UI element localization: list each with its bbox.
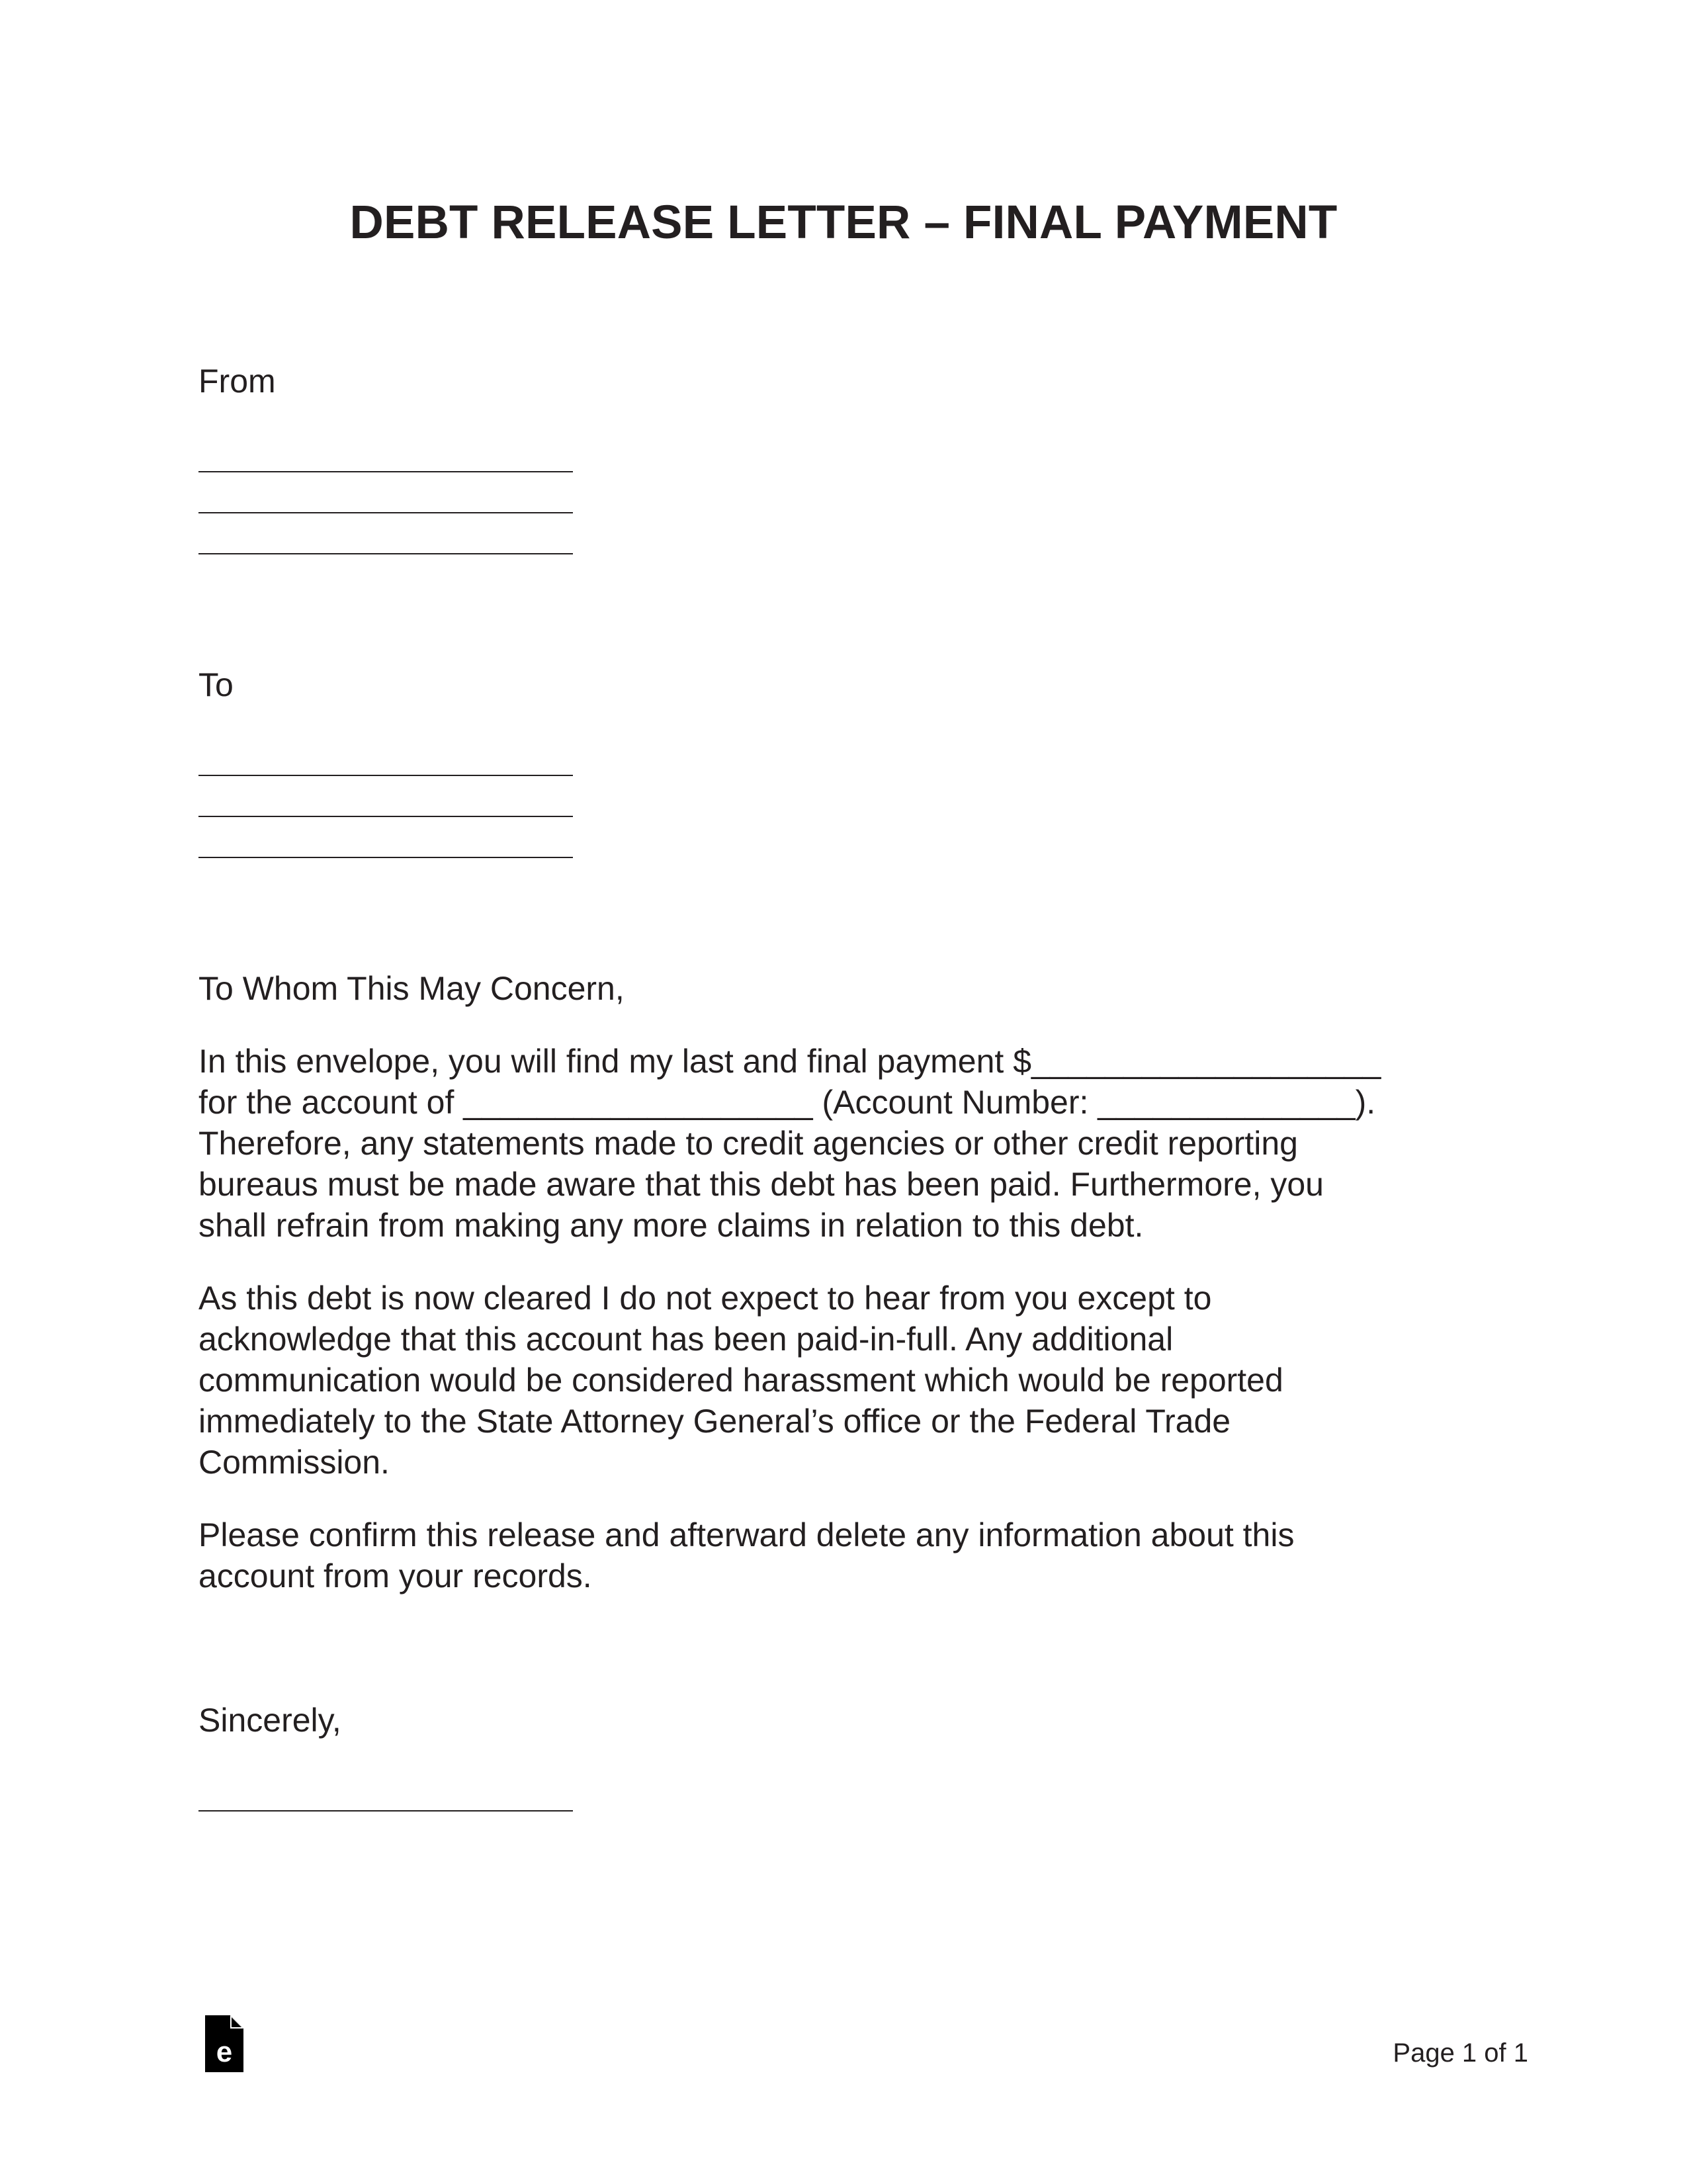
paragraph-line: bureaus must be made aware that this debt has been paid. Furthermore, you [198, 1166, 1324, 1203]
paragraph-line: immediately to the State Attorney General’s office or the Federal Trade [198, 1403, 1231, 1440]
paragraph-line: for the account of ___________________ (Account Number: ______________). [198, 1084, 1376, 1121]
to-line-3[interactable] [198, 857, 573, 858]
salutation: To Whom This May Concern, [198, 970, 625, 1007]
paragraph-line: Please confirm this release and afterward delete any information about this [198, 1516, 1295, 1553]
paragraph-cleared [198, 1278, 1522, 1483]
paragraph-line: Commission. [198, 1444, 390, 1481]
paragraph-payment [198, 1041, 1522, 1246]
signature-line[interactable] [198, 1810, 573, 1812]
paragraph-line: In this envelope, you will find my last and final payment $___________________ [198, 1043, 1381, 1080]
eforms-logo-icon [205, 2015, 243, 2072]
from-line-2[interactable] [198, 512, 573, 513]
paragraph-line: communication would be considered harassment which would be reported [198, 1362, 1283, 1399]
paragraph-line: Therefore, any statements made to credit agencies or other credit reporting [198, 1125, 1298, 1162]
paragraph-line: As this debt is now cleared I do not expect to hear from you except to [198, 1280, 1212, 1317]
to-line-2[interactable] [198, 816, 573, 817]
svg-text:e: e [216, 2036, 233, 2068]
paragraph-line: account from your records. [198, 1557, 592, 1594]
from-line-3[interactable] [198, 553, 573, 554]
page-number: Page 1 of 1 [1393, 2038, 1528, 2068]
from-line-1[interactable] [198, 471, 573, 472]
paragraph-line: shall refrain from making any more claims in relation to this debt. [198, 1207, 1144, 1244]
to-label: To [198, 666, 234, 703]
document-title: DEBT RELEASE LETTER – FINAL PAYMENT [349, 197, 1338, 249]
from-label: From [198, 363, 276, 400]
paragraph-confirm [198, 1514, 1522, 1596]
closing: Sincerely, [198, 1702, 341, 1739]
paragraph-line: acknowledge that this account has been paid-in-full. Any additional [198, 1321, 1174, 1358]
to-line-1[interactable] [198, 775, 573, 776]
